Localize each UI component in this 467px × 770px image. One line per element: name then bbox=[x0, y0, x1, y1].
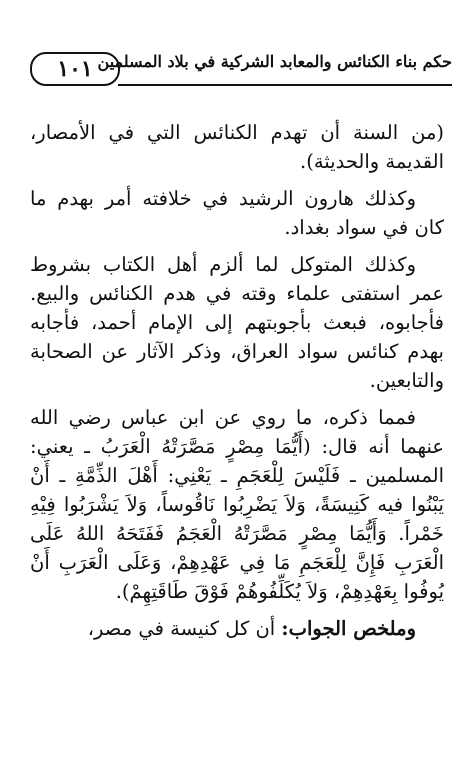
paragraph-harun: وكذلك هارون الرشيد في خلافته أمر بهدم ما كان في سواد بغداد. bbox=[30, 187, 444, 239]
page-header bbox=[20, 42, 452, 92]
summary-lead: وملخص الجواب: bbox=[281, 617, 416, 640]
summary-text: أن كل كنيسة في مصر، bbox=[87, 617, 282, 640]
paragraph-mutawakkil: وكذلك المتوكل لما ألزم أهل الكتاب بشروط عمر استفتى علماء وقته في هدم الكنائس والبيع. فأجابوه، فبعث بأجوبتهم إلى الإمام أحمد، فأجابه بهدم كنائس سواد العراق، وذكر الآثار عن الصحابة والتابعين. bbox=[30, 253, 444, 392]
paragraph-quote: (من السنة أن تهدم الكنائس التي في الأمصار، القديمة والحديثة). bbox=[30, 121, 444, 173]
header-rule bbox=[118, 84, 452, 86]
paragraph-ibn-abbas: فمما ذكره، ما روي عن ابن عباس رضي الله عنهما أنه قال: (أَيُّمَا مِصْرٍ مَصَّرَتْهُ الْعَرَبُ ـ يعني: المسلمين ـ فَلَيْسَ لِلْعَجَمِ ـ يَعْنِي: أَهْلَ الذِّمَّةِ ـ أَنْ يَبْنُوا فيه كَنِيسَةً، وَلاَ يَضْرِبُوا نَاقُوساً، وَلاَ يَشْرَبُوا فِيْهِ خَمْراً. وَأَيُّمَا مِصْرٍ مَصَّرَتْهُ الْعَجَمُ فَفَتَحَهُ اللهُ عَلَى الْعَرَبِ فَإِنَّ لِلْعَجَمِ مَا فِي عَهْدِهِمْ، وَعَلَى الْعَرَبِ أَنْ يُوفُوا بِعَهْدِهِمْ، وَلاَ يُكَلِّفُوهُمْ فَوْقَ طَاقَتِهِمْ). bbox=[30, 406, 444, 603]
page-number: ١٠١ bbox=[30, 52, 120, 86]
body-text bbox=[30, 118, 444, 651]
paragraph-summary bbox=[30, 614, 444, 643]
running-title: حكم بناء الكنائس والمعابد الشركية في بلاد المسلمين bbox=[97, 52, 452, 71]
